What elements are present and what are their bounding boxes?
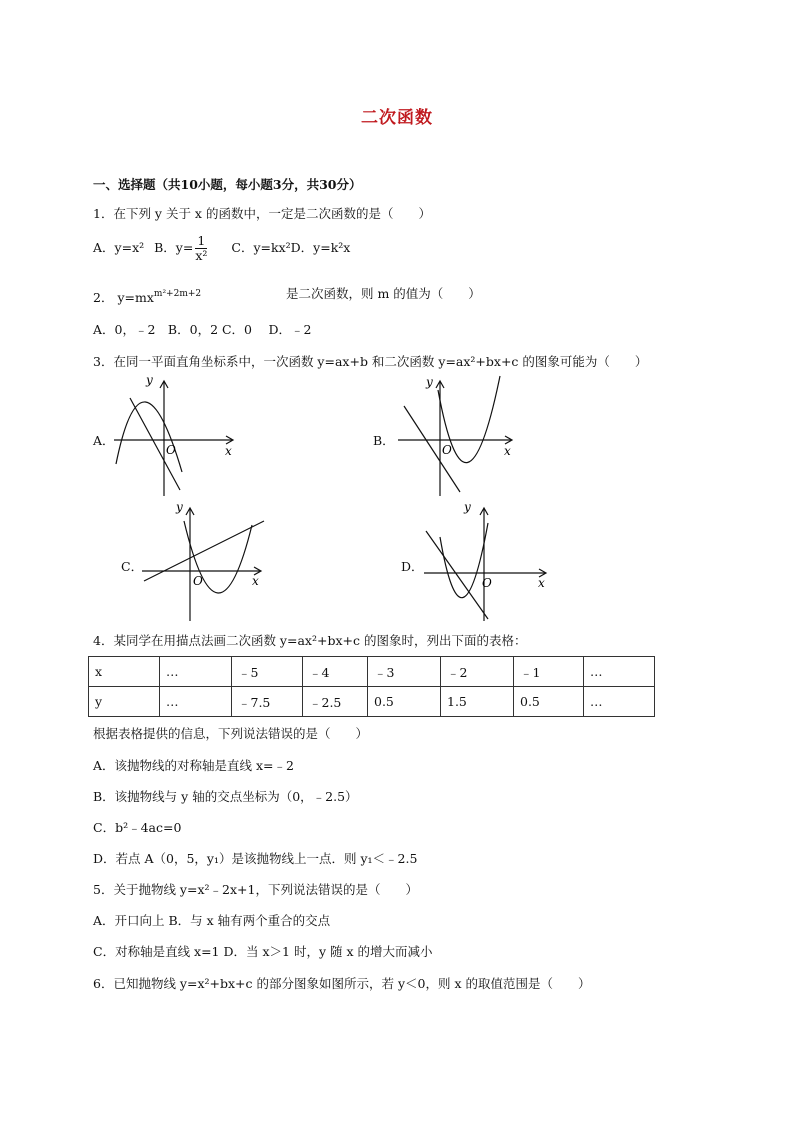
- q1-option-c: C．y=kx²: [231, 240, 291, 255]
- table-cell: ﹣2.5: [303, 687, 368, 717]
- q3-label-b: B．: [373, 433, 395, 448]
- q2-formula: [117, 286, 201, 306]
- section-heading: 一、选择题（共10小题，每小题3分，共30分）: [93, 177, 362, 192]
- q3-label-a: A．: [93, 433, 115, 448]
- table-cell: …: [160, 657, 232, 687]
- origin-label: O: [442, 443, 452, 457]
- axis-y-label: y: [176, 500, 183, 514]
- axis-x-label: x: [538, 576, 545, 590]
- q2-formula-base: y=mx: [117, 290, 154, 305]
- axis-x-label: x: [252, 574, 259, 588]
- table-cell: ﹣3: [368, 657, 441, 687]
- q2-stem: 是二次函数，则 m 的值为（ ）: [286, 286, 481, 301]
- axis-x-label: x: [504, 444, 511, 458]
- table-cell: ﹣2: [441, 657, 514, 687]
- q4-value-table: [88, 656, 655, 717]
- table-cell: 1.5: [441, 687, 514, 717]
- q3-label-d: D．: [401, 559, 424, 574]
- q1-option-b: B．y=: [154, 240, 194, 255]
- q3-graph-b: [396, 372, 521, 500]
- axis-y-label: y: [426, 375, 433, 389]
- q5-options-ab: A．开口向上 B．与 x 轴有两个重合的交点: [93, 913, 331, 928]
- table-cell: x: [89, 657, 160, 687]
- q3-graph-d: [420, 497, 555, 625]
- q3-graph-c: [140, 497, 270, 625]
- q4-option-a: A．该抛物线的对称轴是直线 x=﹣2: [93, 758, 294, 773]
- q5-options-cd: C．对称轴是直线 x=1 D．当 x＞1 时，y 随 x 的增大而减小: [93, 944, 433, 959]
- q4-stem: 4．某同学在用描点法画二次函数 y=ax²+bx+c 的图象时，列出下面的表格：: [93, 633, 527, 648]
- q5-stem: 5．关于抛物线 y=x²﹣2x+1，下列说法错误的是（ ）: [93, 882, 418, 897]
- q4-option-c: C．b²﹣4ac=0: [93, 820, 182, 835]
- q2-options: A．0，﹣2 B．0，2 C．0 D．﹣2: [93, 322, 312, 337]
- axis-y-label: y: [464, 500, 471, 514]
- page-title: 二次函数: [361, 108, 433, 128]
- q3-graph-a: [112, 372, 242, 500]
- q4-option-b: B．该抛物线与 y 轴的交点坐标为（0，﹣2.5）: [93, 789, 358, 804]
- table-cell: …: [584, 657, 655, 687]
- origin-label: O: [193, 574, 203, 588]
- table-cell: y: [89, 687, 160, 717]
- q4-option-d: D．若点 A（0，5，y₁）是该抛物线上一点．则 y₁＜﹣2.5: [93, 851, 418, 866]
- q1-stem: 1．在下列 y 关于 x 的函数中，一定是二次函数的是（ ）: [93, 206, 431, 221]
- q2-formula-exponent: m²+2m+2: [153, 289, 202, 299]
- table-cell: …: [584, 687, 655, 717]
- q3-label-c: C．: [121, 559, 144, 574]
- table-row: [89, 657, 655, 687]
- q4-ask: 根据表格提供的信息，下列说法错误的是（ ）: [93, 726, 369, 741]
- q3-stem: 3．在同一平面直角坐标系中，一次函数 y=ax+b 和二次函数 y=ax²+bx+c 的图象可能为（ ）: [93, 354, 648, 369]
- table-cell: ﹣1: [514, 657, 584, 687]
- fraction-numerator: 1: [195, 234, 207, 249]
- q1-option-a: A．y=x²: [93, 240, 145, 255]
- axis-y-label: y: [146, 373, 153, 387]
- q2-number: 2．: [93, 290, 114, 305]
- fraction-denominator: x²: [195, 248, 208, 263]
- table-cell: ﹣5: [232, 657, 303, 687]
- table-cell: ﹣7.5: [232, 687, 303, 717]
- q1-options: [93, 228, 350, 268]
- q2-stem-line: [93, 286, 481, 306]
- table-cell: …: [160, 687, 232, 717]
- table-cell: ﹣4: [303, 657, 368, 687]
- table-row: [89, 687, 655, 717]
- axis-x-label: x: [225, 444, 232, 458]
- origin-label: O: [482, 576, 492, 590]
- q6-stem: 6．已知抛物线 y=x²+bx+c 的部分图象如图所示，若 y＜0，则 x 的取值范围是（ ）: [93, 976, 591, 991]
- table-cell: 0.5: [368, 687, 441, 717]
- origin-label: O: [166, 443, 176, 457]
- table-cell: 0.5: [514, 687, 584, 717]
- q1-option-d: D．y=k²x: [290, 240, 351, 255]
- q1-option-b-fraction: [195, 234, 207, 263]
